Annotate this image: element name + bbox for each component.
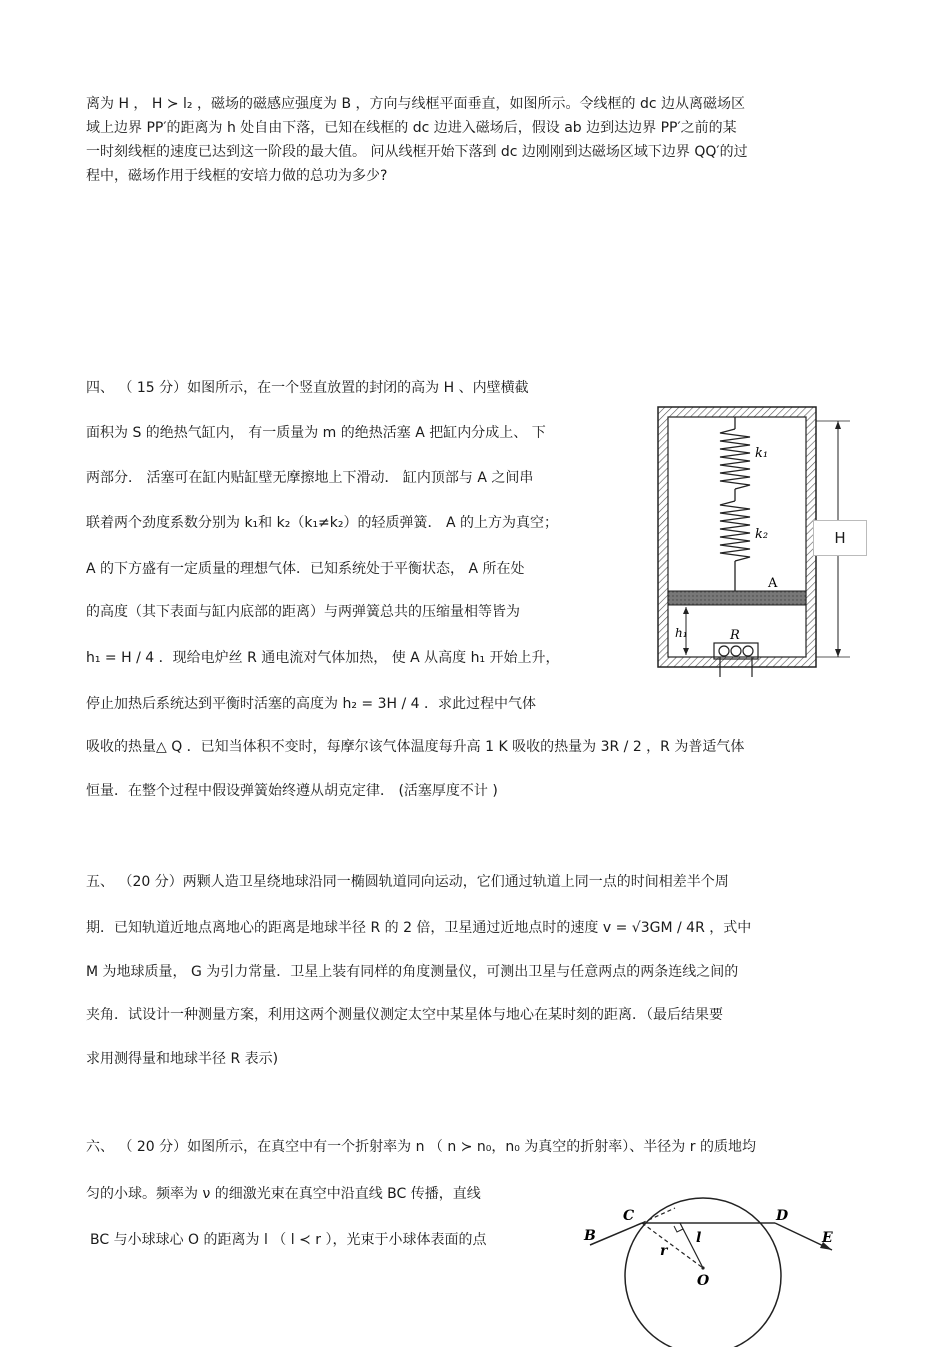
label-l: l [696, 1230, 702, 1246]
label-D: D [776, 1208, 789, 1224]
text-line: h₁ = H / 4 ．现给电炉丝 R 通电流对气体加热， 使 A 从高度 h₁ 开始上升， [86, 650, 560, 666]
label-B: B [584, 1228, 596, 1244]
label-r: r [660, 1243, 668, 1259]
label-C: C [623, 1208, 635, 1224]
text-line: 域上边界 PP′的距离为 h 处自由下落，已知在线框的 dc 边进入磁场后，假设 ab 边到达边界 PP′之前的某 [86, 120, 737, 136]
text-line: 求用测得量和地球半径 R 表示) [86, 1051, 279, 1067]
text-line: 期．已知轨道近地点离地心的距离是地球半径 R 的 2 倍，卫星通过近地点时的速度 v = √3GM / 4R ，式中 [86, 920, 752, 936]
text-line: 一时刻线框的速度已达到这一阶段的最大值。 问从线框开始下落到 dc 边刚刚到达磁场区域下边界 QQ′的过 [86, 144, 748, 160]
label-O: O [697, 1273, 710, 1289]
text-line: 五、 （20 分）两颗人造卫星绕地球沿同一椭圆轨道同向运动，它们通过轨道上同一点的时间相差半个周 [86, 874, 729, 890]
label-k2: k₂ [755, 527, 769, 542]
text-line: 吸收的热量△ Q ．已知当体积不变时，每摩尔该气体温度每升高 1 K 吸收的热量为 3R / 2 ，R 为普适气体 [86, 739, 745, 755]
label-R: R [730, 628, 740, 643]
label-H-box: H [813, 520, 867, 556]
text-line: 夹角．试设计一种测量方案，利用这两个测量仪测定太空中某星体与地心在某时刻的距离．（最后结果要 [86, 1007, 723, 1023]
label-A: A [768, 576, 778, 591]
text-line: 两部分． 活塞可在缸内贴缸壁无摩擦地上下滑动． 缸内顶部与 A 之间串 [86, 470, 534, 486]
text-line: 停止加热后系统达到平衡时活塞的高度为 h₂ = 3H / 4 ．求此过程中气体 [86, 696, 536, 712]
text-line: 六、 （ 20 分）如图所示，在真空中有一个折射率为 n （ n ≻ n₀，n₀ 为真空的折射率）、半径为 r 的质地均 [86, 1139, 756, 1155]
center-O [701, 1266, 704, 1269]
text-line: BC 与小球球心 O 的距离为 l （ l ≺ r ），光束于小球体表面的点 [90, 1232, 487, 1248]
label-k1: k₁ [755, 446, 769, 461]
text-line: A 的下方盛有一定质量的理想气体．已知系统处于平衡状态， A 所在处 [86, 561, 525, 577]
text-line: 程中，磁场作用于线框的安培力做的总功为多少? [86, 168, 388, 184]
cylinder-interior [668, 417, 806, 657]
piston-A [668, 591, 806, 605]
ray-BC [590, 1223, 642, 1245]
radius-OC [642, 1223, 703, 1268]
text-line: 的高度（其下表面与缸内底部的距离）与两弹簧总共的压缩量相等皆为 [86, 604, 520, 620]
sphere-diagram [570, 1190, 850, 1347]
text-line: M 为地球质量， G 为引力常量．卫星上装有同样的角度测量仪，可测出卫星与任意两点的两条连线之间的 [86, 964, 739, 980]
text-line: 匀的小球。频率为 ν 的细激光束在真空中沿直线 BC 传播，直线 [86, 1186, 481, 1202]
label-h1: h₁ [675, 626, 688, 640]
text-line: 四、 （ 15 分）如图所示，在一个竖直放置的封闭的高为 H 、内壁横截 [86, 380, 529, 396]
sphere-figure [570, 1190, 850, 1347]
text-line: 恒量．在整个过程中假设弹簧始终遵从胡克定律． (活塞厚度不计 ) [86, 783, 498, 799]
text-line: 面积为 S 的绝热气缸内， 有一质量为 m 的绝热活塞 A 把缸内分成上、 下 [86, 425, 546, 441]
label-E: E [822, 1230, 833, 1246]
text-line: 离为 H ， H ≻ l₂ ，磁场的磁感应强度为 B ，方向与线框平面垂直，如图所示。令线框的 dc 边从离磁场区 [86, 96, 745, 112]
text-line: 联着两个劲度系数分别为 k₁和 k₂（k₁≠k₂）的轻质弹簧． A 的上方为真空； [86, 515, 558, 531]
